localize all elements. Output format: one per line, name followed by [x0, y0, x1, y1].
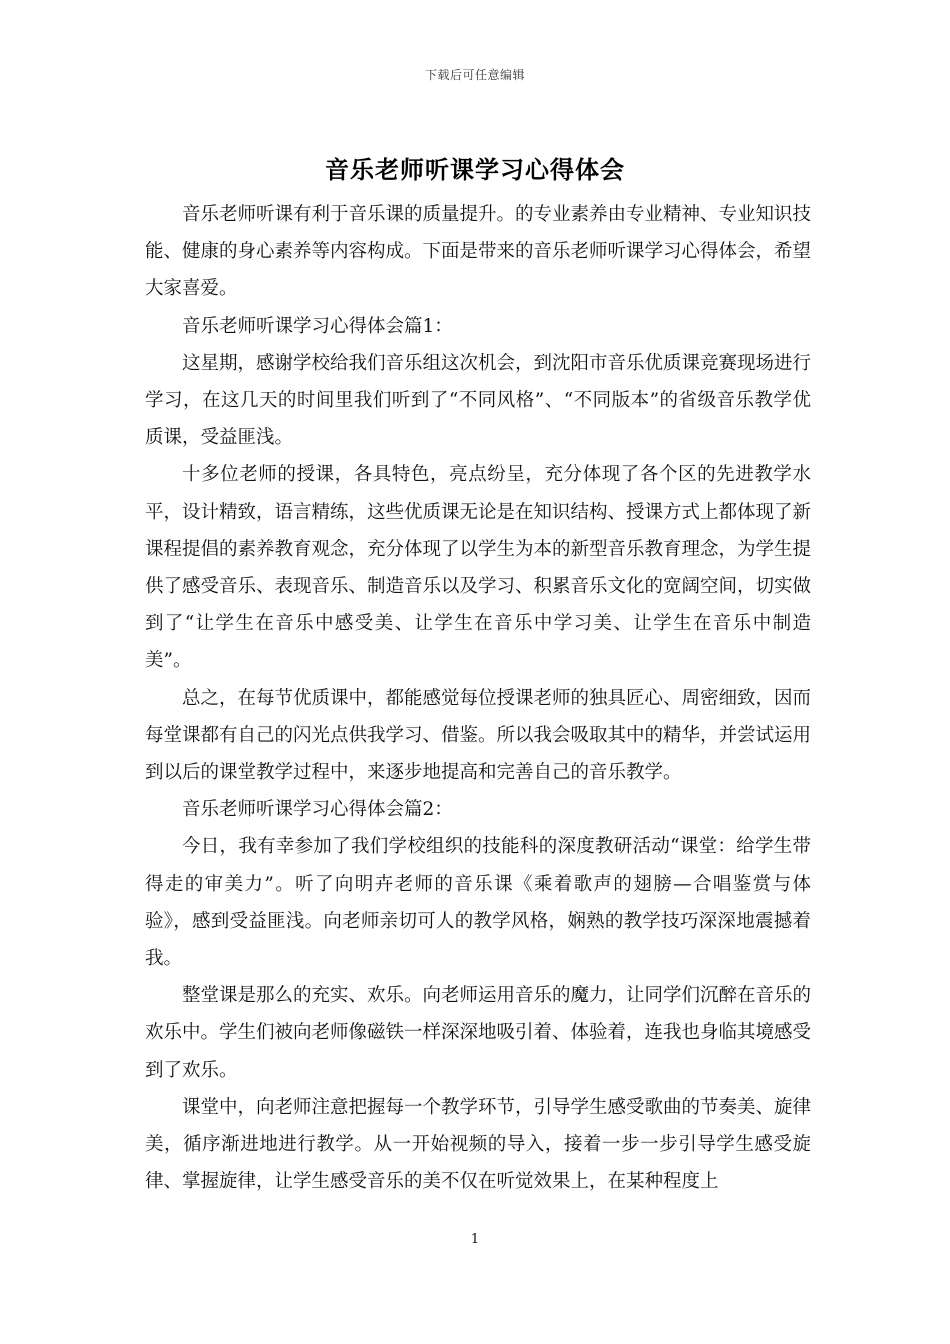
intro-paragraph: 音乐老师听课有利于音乐课的质量提升。的专业素养由专业精神、专业知识技能、健康的身心素养等内容构成。下面是带来的音乐老师听课学习心得体会，希望大家喜爱。	[145, 204, 812, 300]
body-paragraph: 课堂中，向老师注意把握每一个教学环节，引导学生感受歌曲的节奏美、旋律美，循序渐进地进行教学。从一开始视频的导入，接着一步一步引导学生感受旋律、掌握旋律，让学生感受音乐的美不仅在听觉效果上，在某种程度上	[145, 1096, 812, 1193]
document-body	[145, 196, 811, 1200]
section-heading-2: 音乐老师听课学习心得体会篇2：	[182, 799, 453, 821]
section-heading-1: 音乐老师听课学习心得体会篇1：	[182, 315, 453, 337]
page-header: 下载后可任意编辑	[424, 68, 525, 82]
body-paragraph: 整堂课是那么的充实、欢乐。向老师运用音乐的魔力，让同学们沉醉在音乐的欢乐中。学生们被向老师像磁铁一样深深地吸引着、体验着，连我也身临其境感受到了欢乐。	[145, 985, 812, 1081]
document-title: 音乐老师听课学习心得体会	[325, 155, 625, 184]
body-paragraph: 今日，我有幸参加了我们学校组织的技能科的深度教研活动“课堂：给学生带得走的审美力”。听了向明卉老师的音乐课《乘着歌声的翅膀—合唱鉴赏与体验》，感到受益匪浅。向老师亲切可人的教学风格，娴熟的教学技巧深深地震撼着我。	[145, 836, 811, 970]
body-paragraph: 总之，在每节优质课中，都能感觉每位授课老师的独具匠心、周密细致，因而每堂课都有自己的闪光点供我学习、借鉴。所以我会吸取其中的精华，并尝试运用到以后的课堂教学过程中，来逐步地提高和完善自己的音乐教学。	[145, 687, 812, 784]
body-paragraph: 这星期，感谢学校给我们音乐组这次机会，到沈阳市音乐优质课竞赛现场进行学习，在这几天的时间里我们听到了“不同风格”、“不同版本”的省级音乐教学优质课，受益匪浅。	[145, 352, 812, 449]
page-number: 1	[470, 1232, 480, 1247]
body-paragraph: 十多位老师的授课，各具特色，亮点纷呈，充分体现了各个区的先进教学水平，设计精致，语言精练，这些优质课无论是在知识结构、授课方式上都体现了新课程提倡的素养教育观念，充分体现了以学生为本的新型音乐教育理念，为学生提供了感受音乐、表现音乐、制造音乐以及学习、积累音乐文化的宽阔空间，切实做到了“让学生在音乐中感受美、让学生在音乐中学习美、让学生在音乐中制造美”。	[145, 464, 812, 672]
